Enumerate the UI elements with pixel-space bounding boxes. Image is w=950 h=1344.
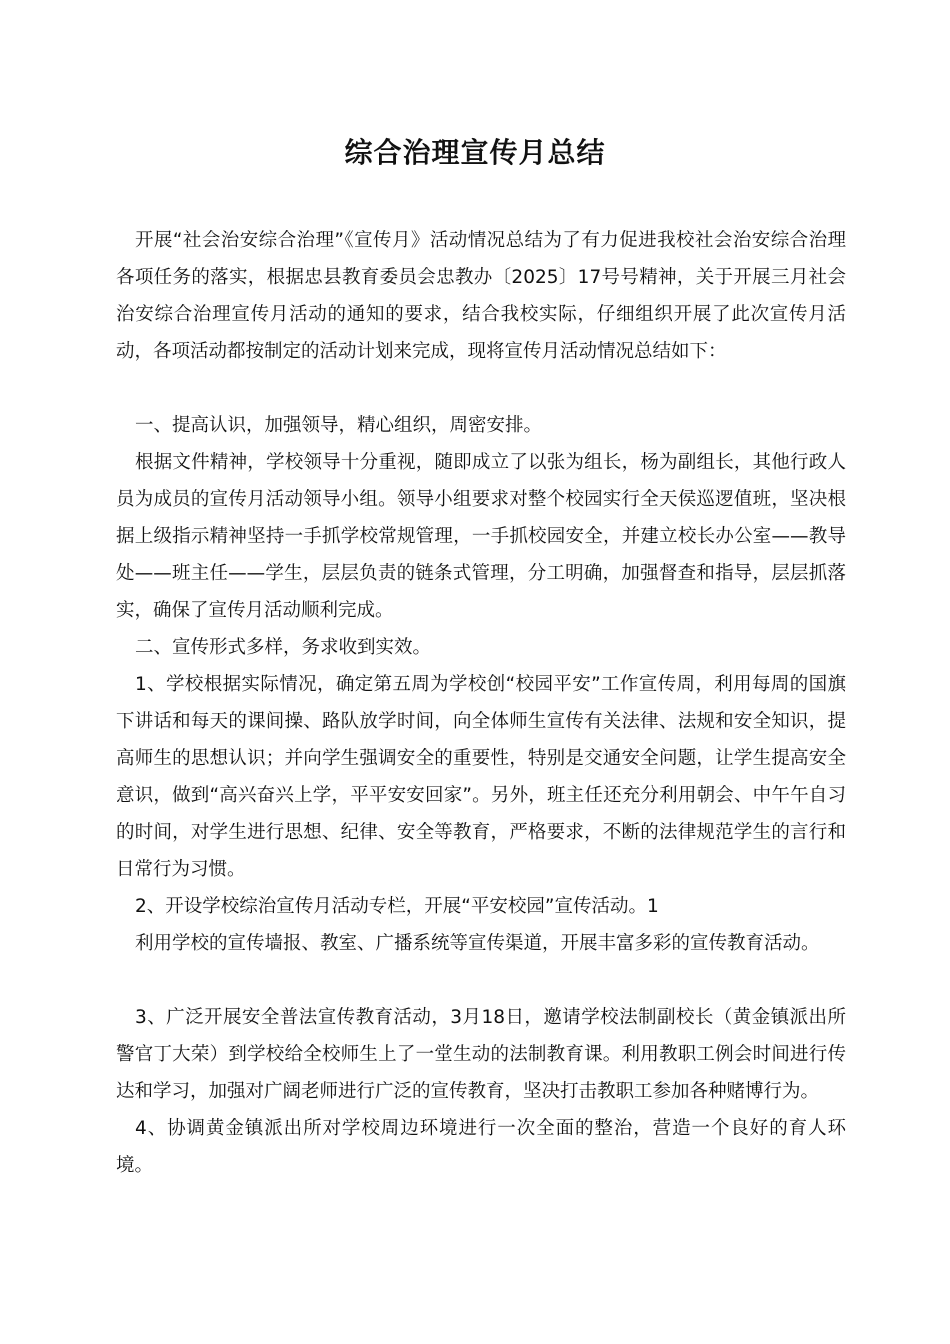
intro-paragraph: 开展“社会治安综合治理”《宣传月》活动情况总结为了有力促进我校社会治安综合治理各项任务的落实，根据忠县教育委员会忠教办〔2025〕17号号精神，关于开展三月社会治安综合治理宣传月活动的通知的要求，结合我校实际，仔细组织开展了此次宣传月活动，各项活动都按制定的活动计划来完成，现将宣传月活动情况总结如下： bbox=[116, 230, 846, 362]
list-item-2: 2、开设学校综治宣传月活动专栏，开展“平安校园”宣传活动。1 bbox=[135, 896, 659, 917]
list-item-3: 3、广泛开展安全普法宣传教育活动，3月18日，邀请学校法制副校长（黄金镇派出所警官丁大荣）到学校给全校师生上了一堂生动的法制教育课。利用教职工例会时间进行传达和学习，加强对广阔老师进行广泛的宣传教育，坚决打击教职工参加各种赌博行为。 bbox=[116, 1007, 846, 1102]
body-paragraph-2: 利用学校的宣传墙报、教室、广播系统等宣传渠道，开展丰富多彩的宣传教育活动。 bbox=[135, 933, 820, 954]
document-body bbox=[116, 222, 846, 1184]
paragraph-spacer bbox=[116, 370, 846, 407]
section-heading-2: 二、宣传形式多样，务求收到实效。 bbox=[135, 637, 432, 658]
document-title: 综合治理宣传月总结 bbox=[344, 136, 606, 169]
list-item-1: 1、学校根据实际情况，确定第五周为学校创“校园平安”工作宣传周，利用每周的国旗下讲话和每天的课间操、路队放学时间，向全体师生宣传有关法律、法规和安全知识，提高师生的思想认识；并向学生强调安全的重要性，特别是交通安全问题，让学生提高安全意识，做到“高兴奋兴上学，平平安安回家”。另外，班主任还充分利用朝会、中午午自习的时间，对学生进行思想、纪律、安全等教育，严格要求，不断的法律规范学生的言行和日常行为习惯。 bbox=[116, 674, 846, 880]
list-item-4: 4、协调黄金镇派出所对学校周边环境进行一次全面的整治，营造一个良好的育人环境。 bbox=[116, 1118, 846, 1176]
section-heading-1: 一、提高认识，加强领导，精心组织，周密安排。 bbox=[135, 415, 543, 436]
body-paragraph: 根据文件精神，学校领导十分重视，随即成立了以张为组长，杨为副组长，其他行政人员为成员的宣传月活动领导小组。领导小组要求对整个校园实行全天侯巡逻值班，坚决根据上级指示精神坚持一手抓学校常规管理，一手抓校园安全，并建立校长办公室——教导处——班主任——学生，层层负责的链条式管理，分工明确，加强督查和指导，层层抓落实，确保了宣传月活动顺利完成。 bbox=[116, 452, 846, 621]
paragraph-spacer bbox=[116, 962, 846, 999]
